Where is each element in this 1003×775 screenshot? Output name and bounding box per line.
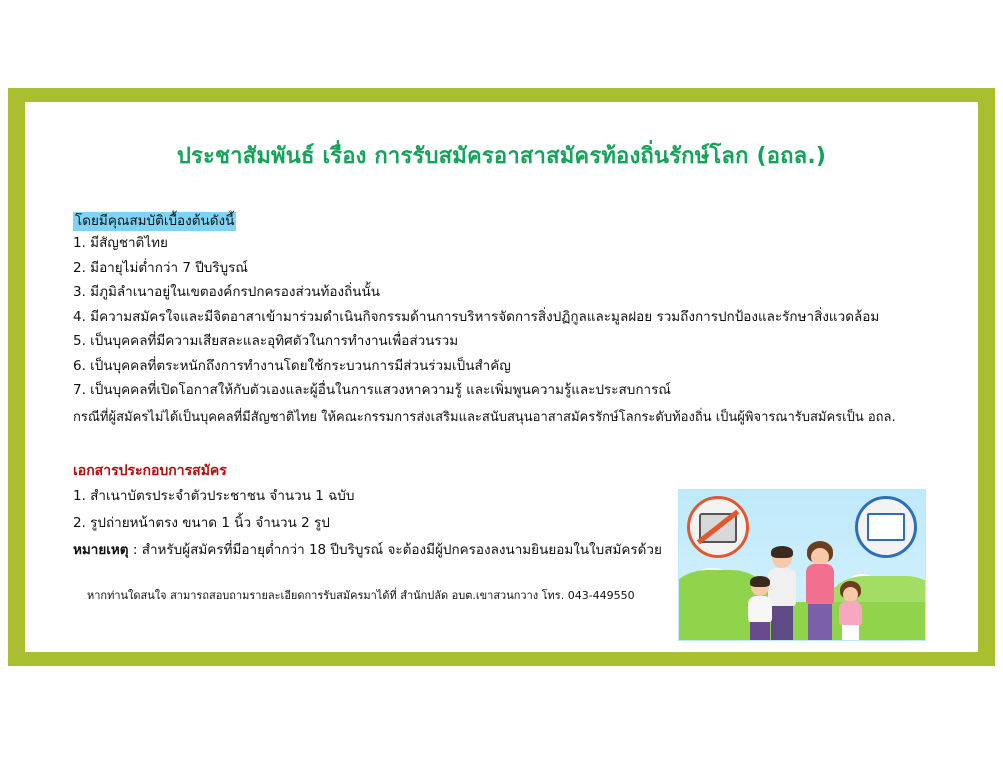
qualification-item: 6. เป็นบุคคลที่ตระหนักถึงการทำงานโดยใช้กระบวนการมีส่วนร่วมเป็นสำคัญ <box>73 357 511 374</box>
poster-content <box>25 102 978 652</box>
documents-heading: เอกสารประกอบการสมัคร <box>73 462 227 479</box>
qualifications-heading: โดยมีคุณสมบัติเบื้องต้นดังนี้ <box>75 213 235 229</box>
qualification-item: 7. เป็นบุคคลที่เปิดโอกาสให้กับตัวเองและผู้อื่นในการแสวงหาความรู้ และเพิ่มพูนความรู้และประสบการณ์ <box>73 382 671 398</box>
family-recycling-illustration <box>678 489 926 641</box>
book-shape <box>867 513 905 541</box>
family-group <box>737 520 872 640</box>
document-item: 1. สำเนาบัตรประจำตัวประชาชน จำนวน 1 ฉบับ <box>73 487 355 504</box>
torso-shape <box>748 596 772 622</box>
qualifications-note: กรณีที่ผู้สมัครไม่ได้เป็นบุคคลที่มีสัญชาติไทย ให้คณะกรรมการส่งเสริมและสนับสนุนอาสาสมัครรักษ์โลกระดับท้องถิ่น เป็นผู้พิจารณารับสมัครเป็น อถล. <box>73 409 896 425</box>
qualification-item: 1. มีสัญชาติไทย <box>73 235 168 251</box>
qualification-item: 5. เป็นบุคคลที่มีความเสียสละและอุทิศตัวในการทำงานเพื่อส่วนรวม <box>73 333 459 349</box>
contact-info: หากท่านใดสนใจ สามารถสอบถามรายละเอียดการรับสมัครมาได้ที่ สำนักปลัด อบต.เขาสวนกวาง โทร. 043-449550 <box>87 589 635 602</box>
person-girl <box>837 584 865 640</box>
poster-frame <box>8 88 995 666</box>
torso-shape <box>839 601 862 625</box>
face-shape <box>843 587 858 602</box>
person-mother <box>803 544 837 640</box>
remark-text: : สำหรับผู้สมัครที่มีอายุต่ำกว่า 18 ปีบริบูรณ์ จะต้องมีผู้ปกครองลงนามยินยอมในใบสมัครด้วย <box>132 541 662 558</box>
qualification-item: 4. มีความสมัครใจและมีจิตอาสาเข้ามาร่วมดำเนินกิจกรรมด้านการบริหารจัดการสิ่งปฏิกูลและมูลฝอย รวมถึงการปกป้องและรักษาสิ่งแวดล้อม <box>73 308 880 325</box>
remark-label: หมายเหตุ <box>73 541 129 558</box>
legs-shape <box>808 604 832 640</box>
hair-shape <box>750 576 770 587</box>
qualification-item: 3. มีภูมิลำเนาอยู่ในเขตองค์กรปกครองส่วนท้องถิ่นนั้น <box>73 284 380 300</box>
torso-shape <box>806 564 834 604</box>
legs-shape <box>842 625 859 640</box>
legs-shape <box>750 622 770 640</box>
qualifications-heading-wrap <box>73 210 933 231</box>
hair-shape <box>771 546 793 558</box>
qualification-item: 2. มีอายุไม่ต่ำกว่า 7 ปีบริบูรณ์ <box>73 259 248 276</box>
page-title: ประชาสัมพันธ์ เรื่อง การรับสมัครอาสาสมัครท้องถิ่นรักษ์โลก (อถล.) <box>176 144 827 169</box>
document-item: 2. รูปถ่ายหน้าตรง ขนาด 1 นิ้ว จำนวน 2 รูป <box>73 514 330 531</box>
person-boy <box>745 578 775 640</box>
